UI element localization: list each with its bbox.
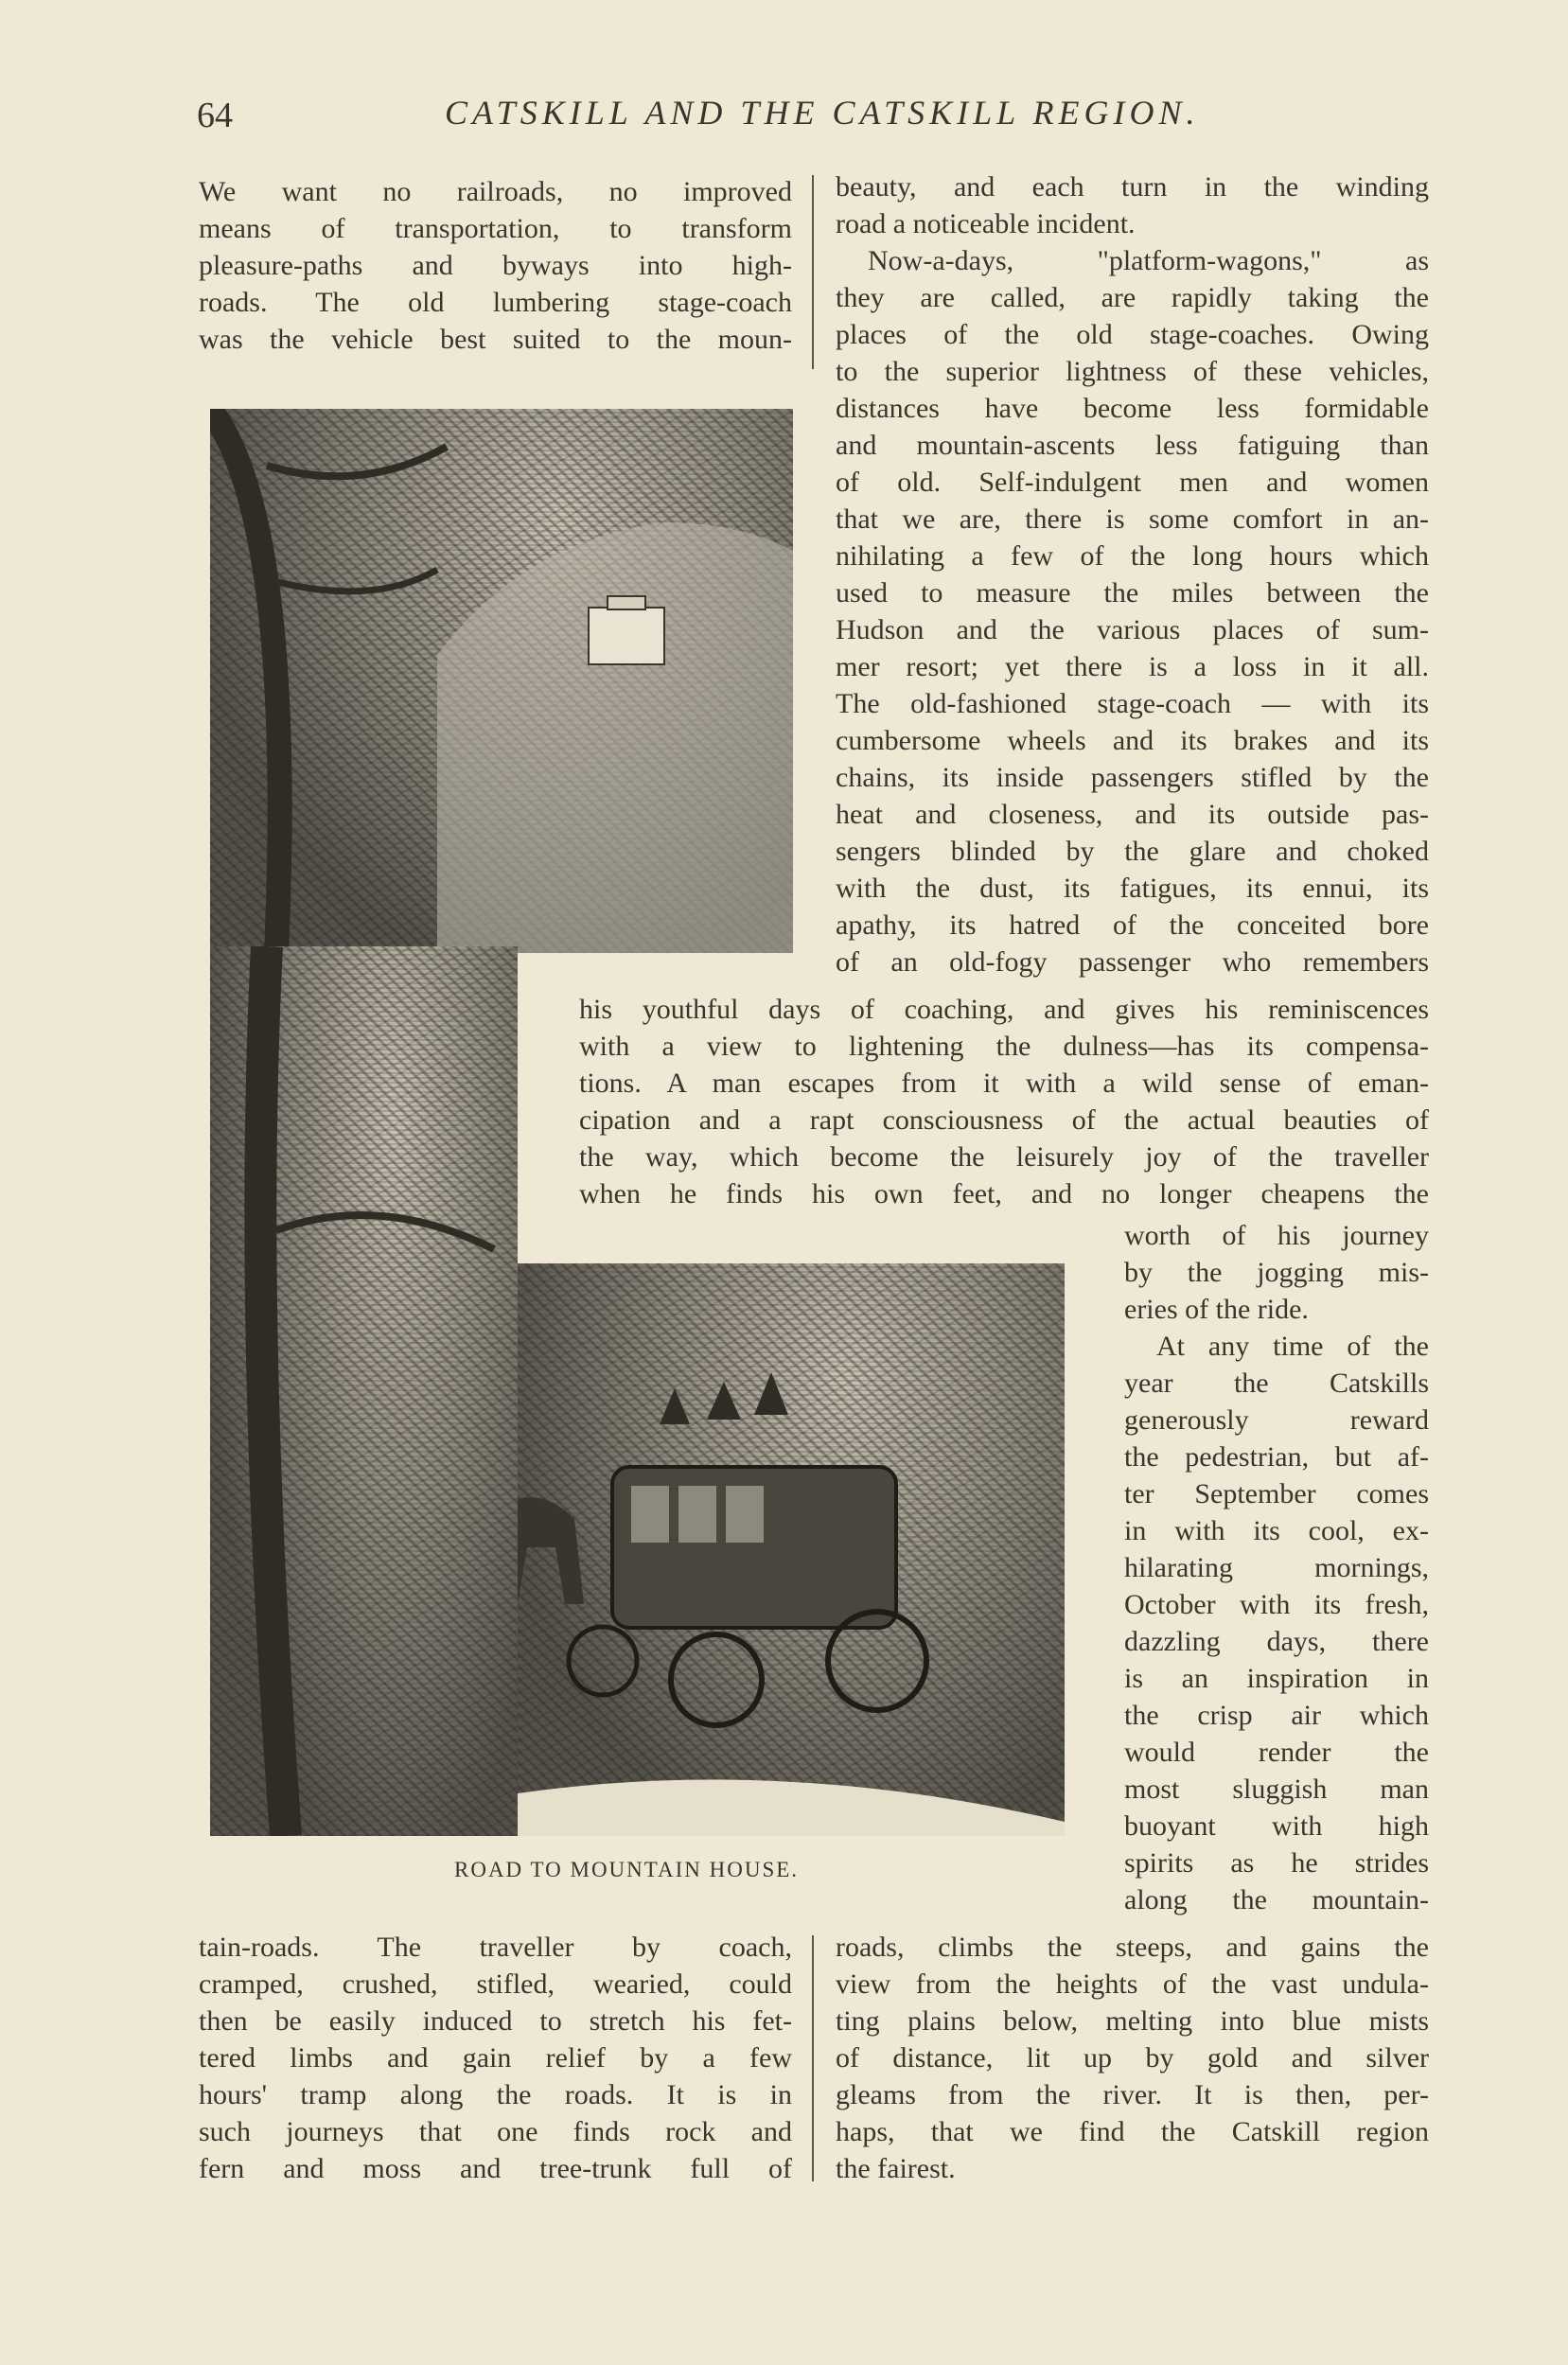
text-line: chains, its inside passengers stifled by the	[836, 762, 1429, 793]
text-line: nihilating a few of the long hours which	[836, 540, 1429, 572]
text-line: view from the heights of the vast undula-	[836, 1968, 1429, 2000]
running-title: CATSKILL AND THE CATSKILL REGION.	[445, 94, 1200, 132]
text-line: was the vehicle best suited to the moun-	[199, 324, 792, 355]
column-rule-bottom	[812, 1935, 814, 2181]
text-line: that we are, there is some comfort in an-	[836, 503, 1429, 535]
text-line: hilarating mornings,	[1124, 1552, 1429, 1583]
text-line: and mountain-ascents less fatiguing than	[836, 430, 1429, 461]
text-line: of an old-fogy passenger who remembers	[836, 946, 1429, 978]
text-line: beauty, and each turn in the winding	[836, 171, 1429, 203]
text-line: of old. Self-indulgent men and women	[836, 467, 1429, 498]
text-line: dazzling days, there	[1124, 1626, 1429, 1657]
text-line: tions. A man escapes from it with a wild sense of eman-	[579, 1068, 1429, 1099]
text-line: hours' tramp along the roads. It is in	[199, 2079, 792, 2110]
column-rule-top	[812, 175, 814, 369]
text-line: gleams from the river. It is then, per-	[836, 2079, 1429, 2110]
text-line: the crisp air which	[1124, 1700, 1429, 1731]
text-line: sengers blinded by the glare and choked	[836, 836, 1429, 867]
stage-coach-drawing	[518, 1263, 1065, 1836]
text-line: Hudson and the various places of sum-	[836, 614, 1429, 645]
text-line: the pedestrian, but af-	[1124, 1441, 1429, 1473]
text-line: roads. The old lumbering stage-coach	[199, 287, 792, 318]
illustration-caption: ROAD TO MOUNTAIN HOUSE.	[454, 1858, 800, 1881]
text-line: to the superior lightness of these vehicles,	[836, 356, 1429, 387]
text-line: tain-roads. The traveller by coach,	[199, 1932, 792, 1963]
tree-trunk-drawing	[210, 946, 518, 1836]
text-line: generously reward	[1124, 1404, 1429, 1436]
text-line: fern and moss and tree-trunk full of	[199, 2153, 792, 2184]
text-line: the fairest.	[836, 2153, 956, 2184]
text-line: haps, that we find the Catskill region	[836, 2116, 1429, 2147]
text-line: We want no railroads, no improved	[199, 176, 792, 207]
text-line: his youthful days of coaching, and gives his reminiscences	[579, 994, 1429, 1025]
text-line: with the dust, its fatigues, its ennui, its	[836, 873, 1429, 904]
text-line: they are called, are rapidly taking the	[836, 282, 1429, 313]
text-line: is an inspiration in	[1124, 1663, 1429, 1694]
text-line: The old-fashioned stage-coach — with its	[836, 688, 1429, 719]
engraving-upper	[210, 409, 793, 953]
text-line: of distance, lit up by gold and silver	[836, 2042, 1429, 2074]
text-line: road a noticeable incident.	[836, 208, 1136, 239]
text-line: mer resort; yet there is a loss in it all.	[836, 651, 1429, 682]
text-line: spirits as he strides	[1124, 1847, 1429, 1879]
text-line: cumbersome wheels and its brakes and its	[836, 725, 1429, 756]
text-line: eries of the ride.	[1124, 1294, 1309, 1325]
text-line: worth of his journey	[1124, 1220, 1429, 1251]
engraving-lower	[210, 946, 518, 1836]
text-line: most sluggish man	[1124, 1774, 1429, 1805]
text-line: with a view to lightening the dulness—has its compensa-	[579, 1031, 1429, 1062]
text-line: apathy, its hatred of the conceited bore	[836, 909, 1429, 941]
text-line: heat and closeness, and its outside pas-	[836, 799, 1429, 830]
text-line: such journeys that one finds rock and	[199, 2116, 792, 2147]
text-line: in with its cool, ex-	[1124, 1515, 1429, 1546]
engraving-coach-scene	[518, 1263, 1065, 1836]
text-line: roads, climbs the steeps, and gains the	[836, 1932, 1429, 1963]
text-line: ter September comes	[1124, 1478, 1429, 1509]
text-line: At any time of the	[1156, 1331, 1429, 1362]
text-line: tered limbs and gain relief by a few	[199, 2042, 792, 2074]
text-line: pleasure-paths and byways into high-	[199, 250, 792, 281]
text-line: used to measure the miles between the	[836, 577, 1429, 609]
text-line: then be easily induced to stretch his fet-	[199, 2005, 792, 2037]
text-line: when he finds his own feet, and no longer cheapens the	[579, 1178, 1429, 1209]
text-line: buoyant with high	[1124, 1810, 1429, 1842]
text-line: Now-a-days, "platform-wagons," as	[868, 245, 1429, 276]
text-line: means of transportation, to transform	[199, 213, 792, 244]
text-line: along the mountain-	[1124, 1884, 1429, 1915]
text-line: October with its fresh,	[1124, 1589, 1429, 1620]
text-line: ting plains below, melting into blue mists	[836, 2005, 1429, 2037]
text-line: places of the old stage-coaches. Owing	[836, 319, 1429, 350]
mountain-house-drawing	[210, 409, 793, 953]
text-line: distances have become less formidable	[836, 393, 1429, 424]
text-line: year the Catskills	[1124, 1368, 1429, 1399]
text-line: cramped, crushed, stifled, wearied, could	[199, 1968, 792, 2000]
text-line: the way, which become the leisurely joy of the traveller	[579, 1141, 1429, 1173]
text-line: cipation and a rapt consciousness of the actual beauties of	[579, 1104, 1429, 1136]
text-line: would render the	[1124, 1737, 1429, 1768]
page-number: 64	[197, 96, 233, 135]
text-line: by the jogging mis-	[1124, 1257, 1429, 1288]
